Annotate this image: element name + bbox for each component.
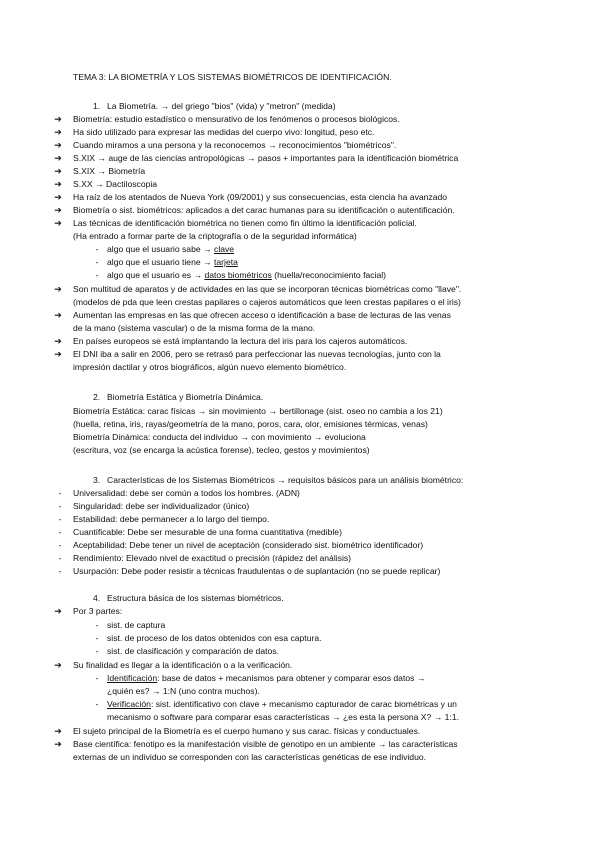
list-item: Ha raíz de los atentados de Nueva York (09/2001) y sus consecuencias, esta ciencia ha avanzado (73, 192, 448, 202)
list-item: Biometría: estudio estadístico o mensurativo de los fenómenos o procesos biológicos. (73, 114, 400, 124)
arrow-bullet-icon: ➔ (54, 114, 62, 124)
section-number: 2. (93, 392, 101, 402)
arrow-bullet-icon: ➔ (54, 310, 62, 320)
arrow-bullet-icon: ➔ (54, 660, 62, 670)
paragraph-line: (huella, retina, iris, rayas/geometría de la mano, poros, cara, olor, emisiones térmicas, venas) (73, 419, 428, 429)
list-item: S.XIX → auge de las ciencias antropológicas → pasos + importantes para la identificación biométrica (73, 153, 459, 163)
list-item-continuation: impresión dactilar y otros biográficos, algún nuevo elemento biométrico. (73, 362, 347, 372)
list-item: Aumentan las empresas en las que ofrecen acceso o identificación a base de lecturas de las venas (73, 310, 451, 320)
list-item: El DNI iba a salir en 2006, pero se retrasó para perfeccionar las nuevas tecnologías, junto con la (73, 349, 441, 359)
section-number: 1. (93, 101, 101, 111)
dash-bullet-icon: - (95, 620, 99, 630)
dash-bullet-icon: - (58, 527, 62, 537)
list-item: Son multitud de aparatos y de actividades en las que se incorporan técnicas biométricas como "llave". (73, 284, 462, 294)
sub-list-item: Identificación: base de datos + mecanismos para obtener y comparar esos datos → (107, 673, 426, 683)
dash-bullet-icon: - (95, 244, 99, 254)
arrow-bullet-icon: ➔ (54, 349, 62, 359)
document-title: TEMA 3: LA BIOMETRÍA Y LOS SISTEMAS BIOMÉTRICOS DE IDENTIFICACIÓN. (73, 72, 392, 82)
section-heading: Características de los Sistemas Biométricos → requisitos básicos para un análisis biométrico: (107, 475, 464, 485)
list-item: Usurpación: Debe poder resistir a técnicas fraudulentas o de suplantación (no se puede replicar) (73, 566, 441, 576)
arrow-bullet-icon: ➔ (54, 336, 62, 346)
sub-list-item: algo que el usuario es → datos biométricos (huella/reconocimiento facial) (107, 270, 386, 280)
sub-list-item: sist. de proceso de los datos obtenidos con esa captura. (107, 633, 322, 643)
dash-bullet-icon: - (95, 633, 99, 643)
list-item: S.XX → Dactiloscopia (73, 179, 158, 189)
dash-bullet-icon: - (58, 553, 62, 563)
sub-list-item: algo que el usuario tiene → tarjeta (107, 257, 238, 267)
list-item-continuation: (Ha entrado a formar parte de la criptografía o de la seguridad informática) (73, 231, 357, 241)
arrow-bullet-icon: ➔ (54, 218, 62, 228)
list-item: El sujeto principal de la Biometría es el cuerpo humano y sus carac. físicas y conductuales. (73, 726, 421, 736)
dash-bullet-icon: - (58, 501, 62, 511)
list-item: Por 3 partes: (73, 606, 123, 616)
sub-list-item: algo que el usuario sabe → clave (107, 244, 235, 254)
arrow-bullet-icon: ➔ (54, 192, 62, 202)
arrow-bullet-icon: ➔ (54, 606, 62, 616)
sub-list-item: Verificación: sist. identificativo con clave + mecanismo capturador de carac biométricas y un (107, 699, 457, 709)
section-heading: La Biometría. → del griego "bios" (vida) y "metron" (medida) (107, 101, 336, 111)
paragraph-line: Biometría Estática: carac físicas → sin movimiento → bertillonage (sist. oseo no cambia a los 21) (73, 406, 443, 416)
paragraph-line: Biometría Dinámica: conducta del individuo → con movimiento → evoluciona (73, 432, 366, 442)
section-number: 4. (93, 593, 101, 603)
arrow-bullet-icon: ➔ (54, 153, 62, 163)
underlined-term: Identificación (107, 673, 158, 683)
list-item: Rendimiento: Elevado nivel de exactitud o precisión (rápidez del análisis) (73, 553, 352, 563)
arrow-bullet-icon: ➔ (54, 726, 62, 736)
sub-list-item-continuation: mecanismo o software para comparar esas características → ¿es esta la persona X? → 1:1. (107, 712, 460, 722)
dash-bullet-icon: - (58, 488, 62, 498)
arrow-bullet-icon: ➔ (54, 140, 62, 150)
list-item: Estabilidad: debe permanecer a lo largo del tiempo. (73, 514, 270, 524)
list-item-continuation: (modelos de pda que leen crestas papilares o cajeros automáticos que leen crestas papilares o el iris) (73, 297, 461, 307)
arrow-bullet-icon: ➔ (54, 166, 62, 176)
dash-bullet-icon: - (95, 270, 99, 280)
sub-list-item: sist. de clasificación y comparación de datos. (107, 646, 279, 656)
list-item: Cuantificable: Debe ser mesurable de una forma cuantitativa (medible) (73, 527, 342, 537)
list-item-continuation: de la mano (sistema vascular) o de la misma forma de la mano. (73, 323, 316, 333)
list-item: Ha sido utilizado para expresar las medidas del cuerpo vivo: longitud, peso etc. (73, 127, 375, 137)
arrow-bullet-icon: ➔ (54, 284, 62, 294)
list-item: S.XIX → Biometría (73, 166, 146, 176)
dash-bullet-icon: - (58, 540, 62, 550)
underlined-term: clave (214, 244, 235, 254)
list-item: Su finalidad es llegar a la identificación o a la verificación. (73, 660, 293, 670)
paragraph-line: (escritura, voz (se encarga la acústica forense), tecleo, gestos y movimientos) (73, 445, 370, 455)
sub-list-item: sist. de captura (107, 620, 166, 630)
list-item: Las técnicas de identificación biométrica no tienen como fin último la identificación policial. (73, 218, 417, 228)
dash-bullet-icon: - (95, 699, 99, 709)
underlined-term: Verificación (107, 699, 151, 709)
list-item: Aceptabilidad: Debe tener un nivel de aceptación (considerado sist. biométrico identificador) (73, 540, 424, 550)
list-item: Cuando miramos a una persona y la reconocemos → reconocimientos "biométricos". (73, 140, 397, 150)
list-item: Base científica: fenotipo es la manifestación visible de genotipo en un ambiente → las características (73, 739, 458, 749)
list-item: Singularidad: debe ser individualizador (único) (73, 501, 250, 511)
list-item: En países europeos se está implantando la lectura del iris para los cajeros automáticos. (73, 336, 408, 346)
dash-bullet-icon: - (58, 566, 62, 576)
dash-bullet-icon: - (95, 673, 99, 683)
section-heading: Biometría Estática y Biometría Dinámica. (107, 392, 264, 402)
section-heading: Estructura básica de los sistemas biométricos. (107, 593, 284, 603)
underlined-term: tarjeta (214, 257, 238, 267)
dash-bullet-icon: - (95, 257, 99, 267)
underlined-term: datos biométricos (204, 270, 272, 280)
section-number: 3. (93, 475, 101, 485)
arrow-bullet-icon: ➔ (54, 739, 62, 749)
arrow-bullet-icon: ➔ (54, 179, 62, 189)
sub-list-item-continuation: ¿quién es? → 1:N (uno contra muchos). (107, 686, 260, 696)
arrow-bullet-icon: ➔ (54, 127, 62, 137)
list-item: Biometría o sist. biométricos: aplicados a det carac humanas para su identificación o autentificación. (73, 205, 455, 215)
list-item-continuation: externas de un individuo se corresponden con las características genéticas de ese individuo. (73, 752, 427, 762)
list-item: Universalidad: debe ser común a todos los hombres. (ADN) (73, 488, 300, 498)
arrow-bullet-icon: ➔ (54, 205, 62, 215)
dash-bullet-icon: - (95, 646, 99, 656)
dash-bullet-icon: - (58, 514, 62, 524)
